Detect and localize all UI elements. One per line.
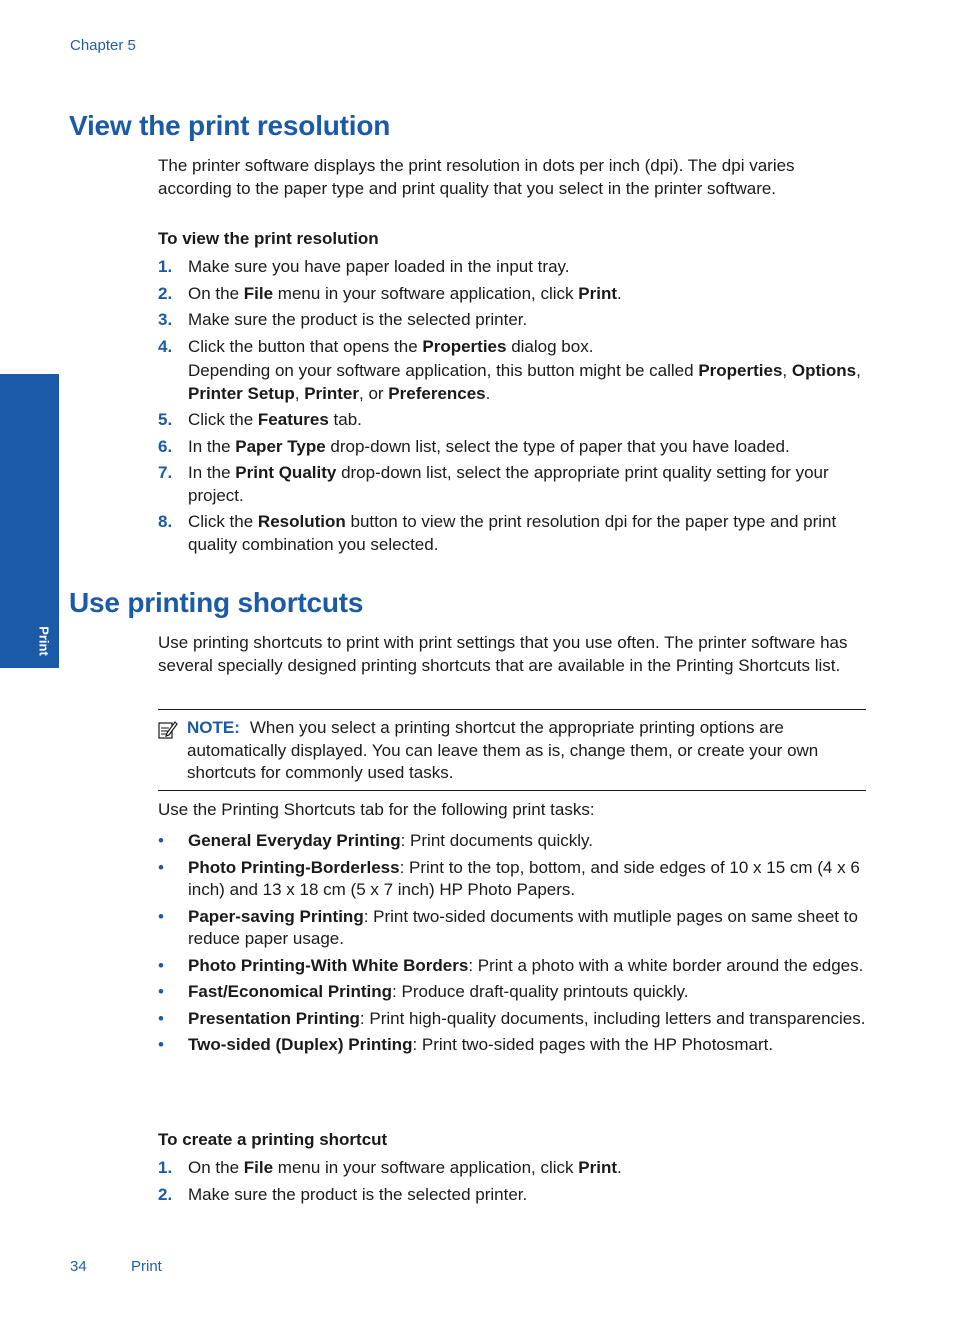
list-item: 2. On the File menu in your software application, click Print.	[158, 283, 622, 303]
list-item: 1. On the File menu in your software application, click Print.	[158, 1158, 622, 1177]
list-item: 3. Make sure the product is the selected printer.	[158, 310, 528, 329]
footer-section: Print	[131, 1258, 162, 1275]
list-item: • Presentation Printing: Print high-quality documents, including letters and transparencies.	[158, 1008, 866, 1031]
list-item: • Paper-saving Printing: Print two-sided documents with mutliple pages on same sheet to reduce paper usage.	[158, 906, 858, 948]
list-item: 7. In the Print Quality drop-down list, select the appropriate print quality setting for your project.	[158, 463, 829, 505]
resolution-steps	[158, 256, 866, 560]
bullet: •	[158, 831, 164, 850]
step-sub-paragraph: Depending on your software application, this button might be called Properties, Options, Printer Setup, Printer, or Preferences.	[188, 361, 861, 403]
note-pencil-icon	[158, 720, 178, 740]
section-title-view-resolution: View the print resolution	[69, 110, 391, 141]
list-item: • Photo Printing-With White Borders: Print a photo with a white border around the edges.	[158, 955, 866, 978]
list-item: 2. Make sure the product is the selected printer.	[158, 1184, 528, 1204]
list-item: 6. In the Paper Type drop-down list, select the type of paper that you have loaded.	[158, 436, 790, 456]
list-item: • Photo Printing-Borderless: Print to the top, bottom, and side edges of 10 x 15 cm (4 x 6 inch) and 13 x 18 cm (5 x 7 inch) HP Photo Papers.	[158, 857, 860, 899]
list-item: • Two-sided (Duplex) Printing: Print two-sided pages with the HP Photosmart.	[158, 1034, 866, 1057]
bullet: •	[158, 857, 164, 877]
list-item: 8. Click the Resolution button to view the print resolution dpi for the paper type and print quality combination you selected.	[158, 512, 837, 554]
section-intro: Use printing shortcuts to print with print settings that you use often. The printer software has several specially designed printing shortcuts that are available in the Printing Shortcuts list.	[158, 633, 848, 675]
bullet: •	[158, 955, 164, 975]
note-label: NOTE:	[187, 718, 240, 737]
bullet: •	[158, 1008, 164, 1028]
list-item: 1. Make sure you have paper loaded in the input tray.	[158, 257, 570, 276]
note-box	[158, 709, 866, 791]
procedure-title: To create a printing shortcut	[158, 1130, 388, 1149]
note-text: NOTE: When you select a printing shortcut the appropriate printing options are automatically displayed. You can leave them as is, change them, or create your own shortcuts for commonly used tasks.	[187, 718, 819, 782]
section-title-printing-shortcuts: Use printing shortcuts	[69, 587, 364, 618]
shortcut-steps	[158, 1157, 866, 1210]
list-item: 5. Click the Features tab.	[158, 410, 362, 429]
bullet: •	[158, 1035, 164, 1054]
bullet: •	[158, 906, 164, 926]
bullet: •	[158, 982, 164, 1001]
tasks-intro: Use the Printing Shortcuts tab for the following print tasks:	[158, 800, 595, 819]
page-number: 34	[70, 1258, 87, 1275]
list-item: • General Everyday Printing: Print documents quickly.	[158, 830, 866, 853]
side-tab-label: Print	[36, 626, 52, 656]
chapter-label: Chapter 5	[70, 37, 136, 54]
list-item: • Fast/Economical Printing: Produce draft-quality printouts quickly.	[158, 981, 866, 1004]
shortcut-tasks	[158, 830, 866, 1061]
procedure-title: To view the print resolution	[158, 229, 379, 248]
side-tab	[0, 374, 59, 668]
section-intro: The printer software displays the print resolution in dots per inch (dpi). The dpi varies according to the paper type and print quality that you select in the printer software.	[158, 156, 795, 198]
list-item: 4. Click the button that opens the Properties dialog box. Depending on your software application, this button might be called Properties, Options, Printer Setup, Printer, or Preferences.	[158, 336, 866, 406]
